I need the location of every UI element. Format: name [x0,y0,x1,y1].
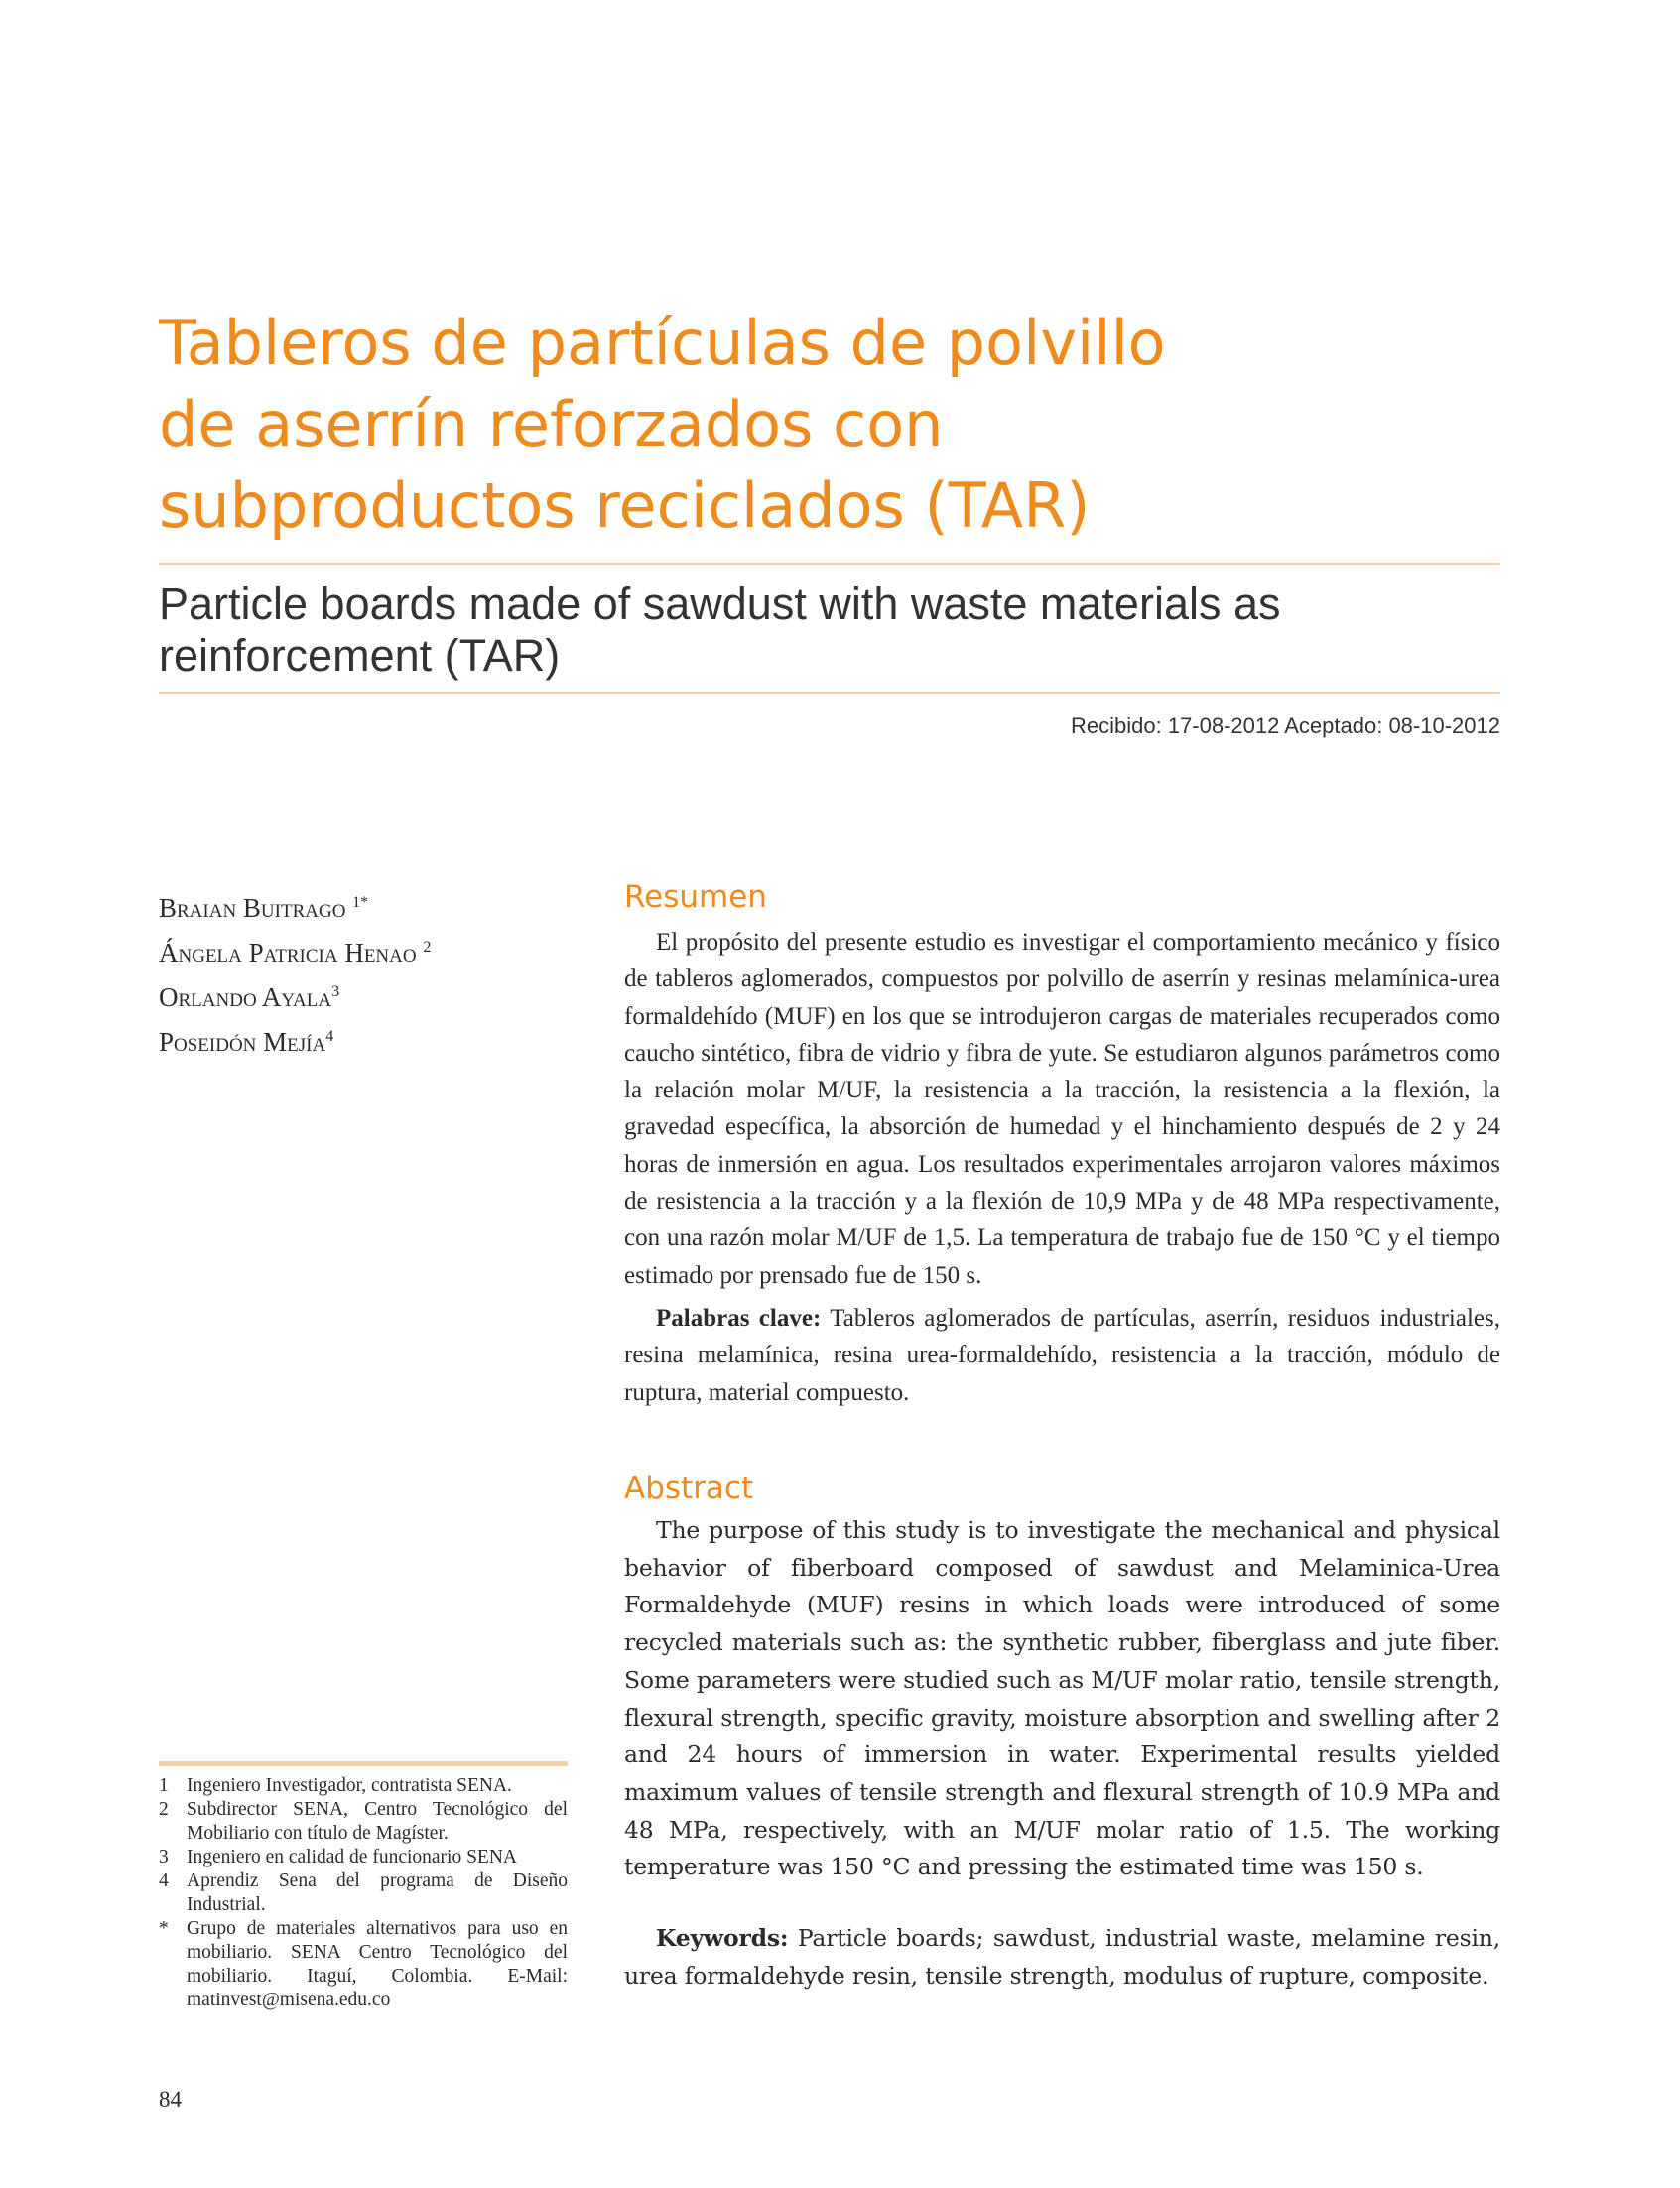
footnote-text: Grupo de materiales alternativos para uso en mobiliario. SENA Centro Tecnológico del mobiliario. Itaguí, Colombia. E-Mail: matinvest@misena.edu.co [187,1918,568,2010]
footnote-text: Subdirector SENA, Centro Tecnológico del Mobiliario con título de Magíster. [187,1799,568,1844]
footnote-mark: 2 [159,1799,169,1820]
english-title: Particle boards made of sawdust with waste materials as reinforcement (TAR) [159,579,1281,681]
author-name: Poseidón Mejía [159,1027,326,1057]
title-line: subproductos reciclados (TAR) [159,469,1091,542]
author [159,972,431,1017]
abstract-section [624,1512,1500,1995]
footnote-text: Aprendiz Sena del programa de Diseño Industrial. [187,1870,568,1915]
subtitle-divider [159,692,1500,694]
footnote [159,1774,568,1798]
author-name: Ángela Patricia Henao [159,938,417,967]
author-footnote-mark: 1* [352,894,369,911]
footnote [159,1917,568,2012]
resumen-heading: Resumen [624,879,767,915]
footnote [159,1846,568,1869]
keywords-text: Tableros aglomerados de partículas, aserrín, residuos industriales, resina melamínica, resina urea-formaldehído, resistencia a la tracción, módulo de ruptura, material compuesto. [624,1304,1500,1406]
footnote-mark: 3 [159,1847,169,1867]
abstract-keywords [624,1920,1500,1995]
author [159,883,431,928]
abstract-heading: Abstract [624,1471,754,1506]
author-footnote-mark: 2 [423,939,432,956]
author-name: Orlando Ayala [159,982,332,1012]
title-line: Tableros de partículas de polvillo [159,307,1166,379]
footnote [159,1798,568,1846]
resumen-keywords [624,1300,1500,1411]
article-title [159,303,1508,547]
resumen-body: El propósito del presente estudio es investigar el comportamiento mecánico y físico de tableros aglomerados, compuestos por polvillo de aserrín y resinas melamínica-urea formaldehído (MUF) en los que se introdujeron cargas de materiales recuperados como caucho sintético, fibra de vidrio y fibra de yute. Se estudiaron algunos parámetros como la relación molar M/UF, la resistencia a la tracción, la resistencia a la flexión, la gravedad específica, la absorción de humedad y el hinchamiento después de 2 y 24 horas de inmersión en agua. Los resultados experimentales arrojaron valores máximos de resistencia a la tracción y a la flexión de 10,9 MPa y de 48 MPa respectivamente, con una razón molar M/UF de 1,5. La temperatura de trabajo fue de 150 °C y el tiempo estimado por prensado fue de 150 s. [624,929,1500,1289]
author-name: Braian Buitrago [159,893,346,923]
footnote [159,1869,568,1917]
keywords-text: Particle boards; sawdust, industrial waste, melamine resin, urea formaldehyde resin, tensile strength, modulus of rupture, composite. [624,1924,1500,1990]
footnote-mark: * [159,1918,169,1939]
title-line: de aserrín reforzados con [159,388,944,460]
footnote-mark: 4 [159,1870,169,1891]
footnote-divider [159,1761,568,1766]
received-accepted-dates: Recibido: 17-08-2012 Aceptado: 08-10-2012 [1071,713,1500,738]
author [159,928,431,972]
author [159,1017,431,1062]
title-divider [159,563,1500,565]
author-footnote-mark: 4 [325,1028,334,1045]
footnote-text: Ingeniero en calidad de funcionario SENA [187,1847,518,1867]
footnote-mark: 1 [159,1775,169,1796]
page-number: 84 [159,2087,182,2112]
footnote-text: Ingeniero Investigador, contratista SENA. [187,1775,512,1796]
footnote-list [159,1774,568,2012]
abstract-body: The purpose of this study is to investigate the mechanical and physical behavior of fiberboard composed of sawdust and Melaminica-Urea Formaldehyde (MUF) resins in which loads were introduced of some recycled materials such as: the synthetic rubber, fiberglass and jute fiber. Some parameters were studied such as M/UF molar ratio, tensile strength, flexural strength, specific gravity, moisture absorption and swelling after 2 and 24 hours of immersion in water. Experimental results yielded maximum values of tensile strength and flexural strength of 10.9 MPa and 48 MPa, respectively, with an M/UF molar ratio of 1.5. The working temperature was 150 °C and pressing the estimated time was 150 s. [624,1516,1500,1881]
author-list [159,883,431,1062]
resumen-section [624,924,1500,1411]
keywords-label: Palabras clave: [656,1304,822,1332]
keywords-label: Keywords: [656,1924,789,1953]
author-footnote-mark: 3 [331,983,340,1000]
